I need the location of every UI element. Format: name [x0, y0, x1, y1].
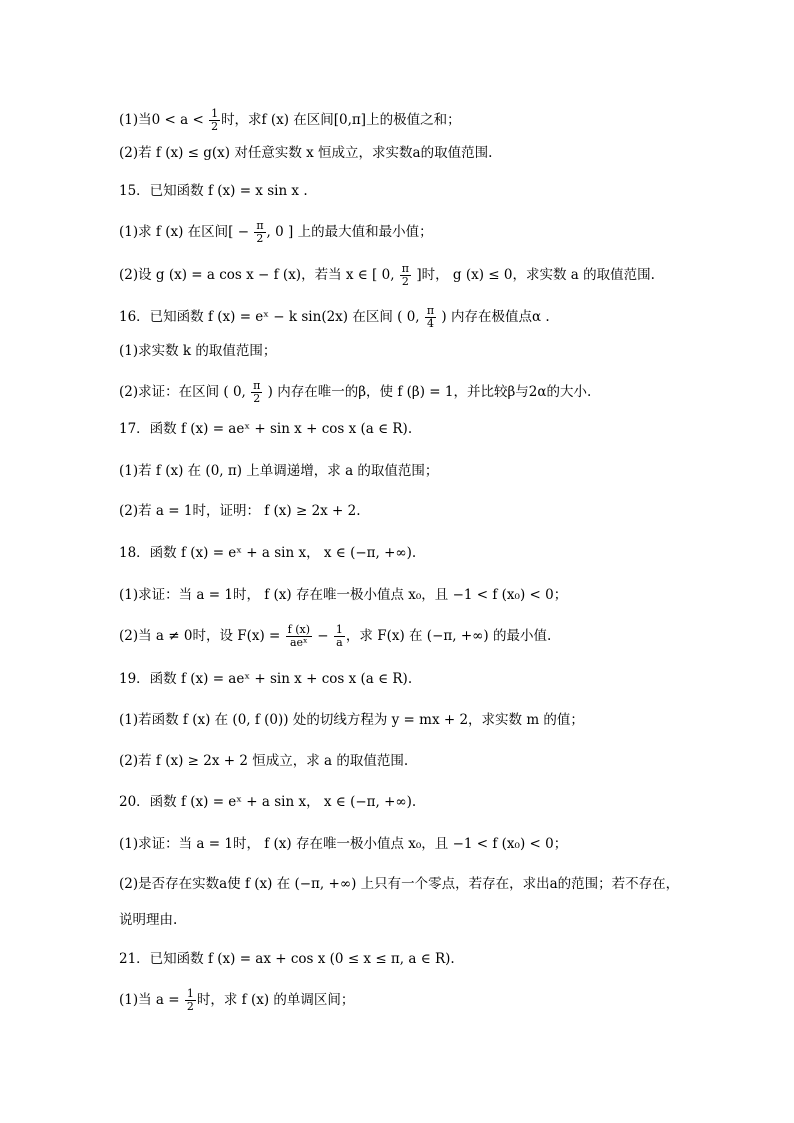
problem-16-part-2 [119, 380, 591, 405]
problem-16-part-1: (1)求实数 k 的取值范围； [119, 343, 277, 359]
text-segment: (2)设 g (x) = a cos x − f (x)，若当 x ∈ [ 0, [119, 267, 399, 283]
fraction [334, 624, 345, 649]
fraction [400, 263, 411, 288]
fraction-denominator: 2 [186, 1000, 194, 1013]
fraction-denominator: 4 [426, 317, 434, 330]
fraction-numerator: π [426, 304, 435, 317]
problem-18-part-2 [119, 624, 551, 649]
text-segment: (1)当 a = [119, 992, 184, 1008]
problem-21-stem: 21．已知函数 f (x) = ax + cos x (0 ≤ x ≤ π, a ∈ R). [119, 951, 455, 967]
fraction [286, 624, 312, 649]
text-segment: ) 内存在唯一的β，使 f (β) = 1，并比较β与2α的大小. [263, 384, 592, 400]
fraction-numerator: 1 [211, 107, 219, 120]
text-segment: ]时， g (x) ≤ 0，求实数 a 的取值范围. [412, 267, 655, 283]
text-segment: 16．已知函数 f (x) = eˣ − k sin(2x) 在区间 ( 0, [119, 309, 424, 325]
fraction-denominator: 2 [211, 120, 219, 133]
problem-20-part-2: (2)是否存在实数a使 f (x) 在 (−π, +∞) 上只有一个零点，若存在，求出a的范围；若不存在， [119, 876, 680, 892]
text-segment: , 0 ] 上的最大值和最小值； [266, 224, 433, 240]
fraction-denominator: a [336, 636, 343, 649]
problem-19-part-2: (2)若 f (x) ≥ 2x + 2 恒成立，求 a 的取值范围. [119, 753, 409, 769]
text-segment: (2)求证：在区间 ( 0, [119, 384, 251, 400]
fraction-numerator: 1 [335, 623, 343, 636]
problem-16-stem [119, 305, 550, 330]
problem-14-part-2: (2)若 f (x) ≤ g(x) 对任意实数 x 恒成立，求实数a的取值范围. [119, 145, 493, 161]
fraction-denominator: 2 [256, 232, 264, 245]
problem-18-part-1: (1)求证：当 a = 1时， f (x) 存在唯一极小值点 x₀，且 −1 < f (x₀) < 0； [119, 587, 568, 603]
problem-20-part-1: (1)求证：当 a = 1时， f (x) 存在唯一极小值点 x₀，且 −1 < f (x₀) < 0； [119, 836, 568, 852]
fraction-denominator: 2 [401, 275, 409, 288]
fraction [209, 108, 220, 133]
fraction-denominator: 2 [253, 392, 261, 405]
fraction-numerator: π [401, 262, 410, 275]
fraction-numerator: π [256, 219, 264, 232]
fraction-numerator: π [253, 379, 261, 392]
problem-19-stem: 19．函数 f (x) = aeˣ + sin x + cos x (a ∈ R). [119, 671, 413, 687]
problem-18-stem: 18．函数 f (x) = eˣ + a sin x， x ∈ (−π, +∞). [119, 545, 417, 561]
problem-20-part-2-continued: 说明理由. [119, 912, 178, 928]
fraction-numerator: 1 [186, 987, 194, 1000]
fraction [251, 380, 262, 405]
problem-17-stem: 17．函数 f (x) = aeˣ + sin x + cos x (a ∈ R). [119, 421, 413, 437]
fraction [254, 220, 265, 245]
text-segment: (2)当 a ≠ 0时，设 F(x) = [119, 628, 285, 644]
problem-21-part-1 [119, 988, 354, 1013]
problem-20-stem: 20．函数 f (x) = eˣ + a sin x， x ∈ (−π, +∞). [119, 794, 417, 810]
problem-15-part-2 [119, 263, 655, 288]
text-segment: (1)当0 < a < [119, 112, 209, 128]
problem-15-stem: 15．已知函数 f (x) = x sin x . [119, 183, 308, 199]
text-segment: 时，求 f (x) 的单调区间； [196, 992, 355, 1008]
text-segment: (1)求 f (x) 在区间[ − [119, 224, 254, 240]
problem-19-part-1: (1)若函数 f (x) 在 (0, f (0)) 处的切线方程为 y = mx + 2，求实数 m 的值； [119, 712, 584, 728]
text-segment: ) 内存在极值点α . [437, 309, 550, 325]
text-segment: ，求 F(x) 在 (−π, +∞) 的最小值. [345, 628, 552, 644]
fraction-denominator: aeˣ [289, 636, 308, 649]
fraction-numerator: f (x) [287, 623, 311, 636]
fraction [425, 305, 436, 330]
problem-14-part-1 [119, 108, 461, 133]
problem-17-part-1: (1)若 f (x) 在 (0, π) 上单调递增，求 a 的取值范围； [119, 463, 439, 479]
text-segment: 时，求f (x) 在区间[0,π]上的极值之和； [221, 112, 461, 128]
problem-17-part-2: (2)若 a = 1时，证明： f (x) ≥ 2x + 2. [119, 503, 361, 519]
text-segment: − [313, 628, 333, 644]
fraction [185, 988, 196, 1013]
problem-15-part-1 [119, 220, 433, 245]
